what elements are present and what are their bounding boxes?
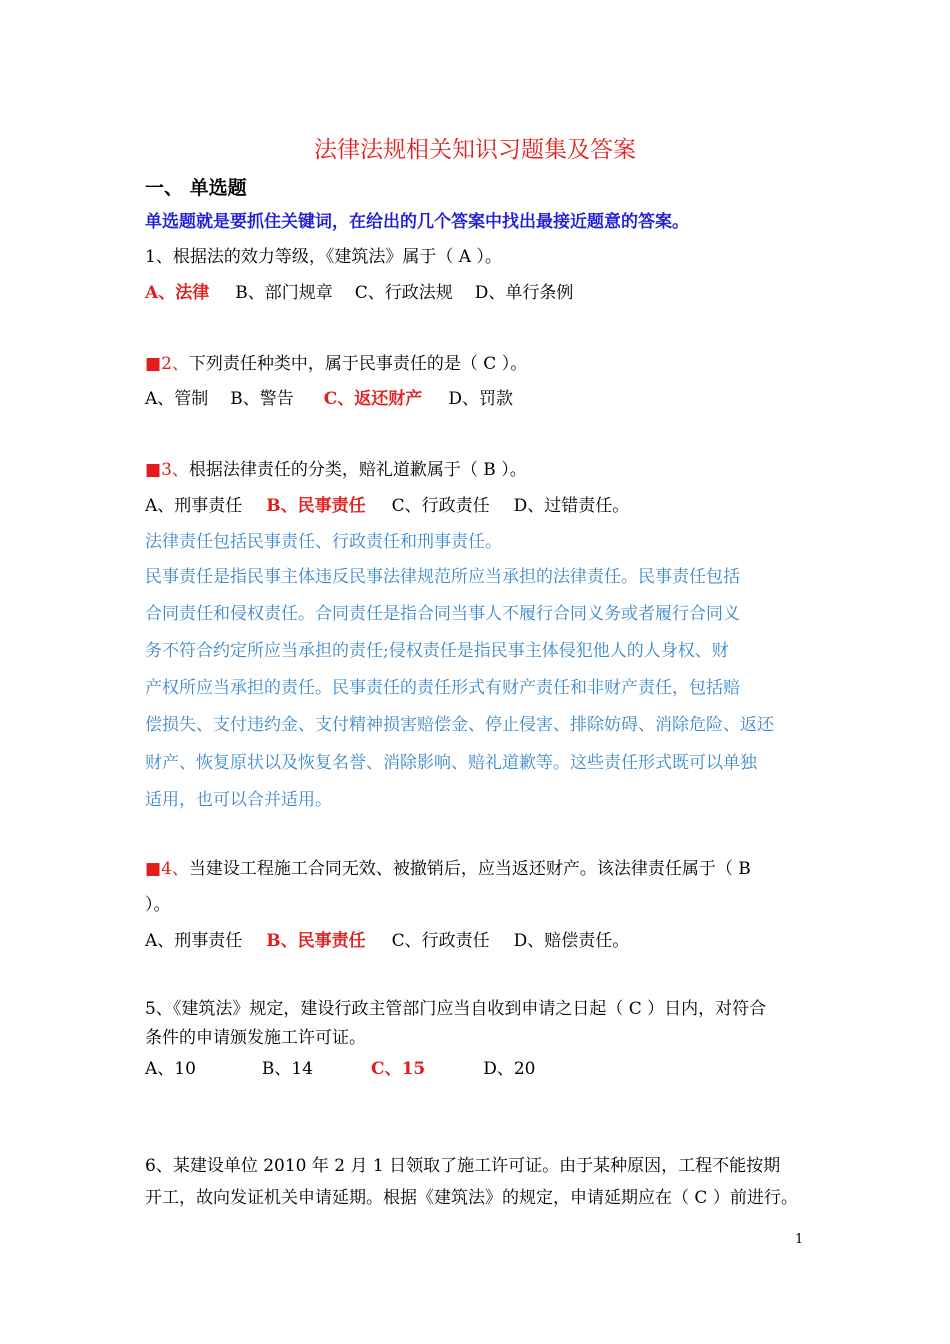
- question-4-marker: ■: [145, 859, 162, 879]
- question-6-stem-line-1: 6、某建设单位 2010 年 2 月 1 日领取了施工许可证。由于某种原因，工程不能按期: [145, 1156, 781, 1176]
- section-intro: 单选题就是要抓住关键词，在给出的几个答案中找出最接近题意的答案。: [145, 212, 689, 232]
- question-3-option-d: D、过错责任。: [513, 496, 630, 516]
- section-heading: 一、 单选题: [145, 177, 247, 199]
- question-3-number: 3、: [161, 460, 189, 480]
- question-3-note-2: 民事责任是指民事主体违反民事法律规范所应当承担的法律责任。民事责任包括: [145, 567, 740, 587]
- question-2-stem: 下列责任种类中，属于民事责任的是（ C ）。: [188, 354, 528, 374]
- question-3-marker: ■: [145, 460, 162, 480]
- question-1-stem: 1、根据法的效力等级，《建筑法》属于（ A ）。: [145, 247, 502, 267]
- question-3-note-6: 偿损失、支付违约金、支付精神损害赔偿金、停止侵害、排除妨碍、消除危险、返还: [145, 715, 774, 735]
- question-3-stem: 根据法律责任的分类，赔礼道歉属于（ B ）。: [188, 460, 527, 480]
- question-5-option-c: C、15: [371, 1059, 426, 1079]
- question-3-note-7: 财产、恢复原状以及恢复名誉、消除影响、赔礼道歉等。这些责任形式既可以单独: [145, 753, 757, 773]
- question-5-stem-line-1: 5、《建筑法》规定，建设行政主管部门应当自收到申请之日起（ C ）日内，对符合: [145, 999, 767, 1019]
- question-4-stem-line: [145, 857, 751, 881]
- question-2-option-d: D、罚款: [448, 389, 513, 409]
- question-2-marker: ■: [145, 354, 162, 374]
- question-2-options: [145, 387, 513, 411]
- question-4-option-a: A、刑事责任: [145, 931, 243, 951]
- question-4-stem: 当建设工程施工合同无效、被撤销后，应当返还财产。该法律责任属于（ B: [188, 859, 751, 879]
- question-5-options: [145, 1057, 536, 1081]
- question-4-number: 4、: [161, 859, 189, 879]
- question-1-option-b: B、部门规章: [235, 283, 333, 303]
- question-1-option-a: A、法律: [145, 283, 210, 303]
- question-3-note-4: 务不符合约定所应当承担的责任;侵权责任是指民事主体侵犯他人的人身权、财: [145, 641, 729, 661]
- question-3-option-c: C、行政责任: [391, 496, 490, 516]
- question-4-option-b: B、民事责任: [266, 931, 366, 951]
- question-2-option-a: A、管制: [145, 389, 209, 409]
- question-2-number: 2、: [161, 354, 189, 374]
- question-3-note-8: 适用，也可以合并适用。: [145, 790, 332, 810]
- question-5-option-a: A、10: [145, 1059, 196, 1079]
- question-3-note-3: 合同责任和侵权责任。合同责任是指合同当事人不履行合同义务或者履行合同义: [145, 604, 740, 624]
- question-3-option-b: B、民事责任: [266, 496, 366, 516]
- question-5-option-d: D、20: [483, 1059, 536, 1079]
- question-4-option-c: C、行政责任: [391, 931, 490, 951]
- question-3-option-a: A、刑事责任: [145, 496, 243, 516]
- question-1-options: [145, 281, 573, 305]
- question-3-stem-line: [145, 458, 527, 482]
- question-4-options: [145, 929, 629, 953]
- document-title: 法律法规相关知识习题集及答案: [314, 137, 636, 163]
- question-3-note-1: 法律责任包括民事责任、行政责任和刑事责任。: [145, 532, 502, 552]
- question-3-note-5: 产权所应当承担的责任。民事责任的责任形式有财产责任和非财产责任，包括赔: [145, 678, 740, 698]
- question-3-options: [145, 494, 629, 518]
- question-4-option-d: D、赔偿责任。: [513, 931, 630, 951]
- question-4-stem-line-2: ）。: [145, 895, 171, 915]
- question-5-stem-line-2: 条件的申请颁发施工许可证。: [145, 1028, 366, 1048]
- question-1-option-c: C、行政法规: [354, 283, 453, 303]
- question-2-option-c: C、返还财产: [323, 389, 423, 409]
- question-6-stem-line-2: 开工，故向发证机关申请延期。根据《建筑法》的规定，申请延期应在（ C ）前进行。: [145, 1188, 798, 1208]
- question-2-stem-line: [145, 352, 527, 376]
- page-number: 1: [795, 1232, 804, 1247]
- question-2-option-b: B、警告: [230, 389, 294, 409]
- question-1-option-d: D、单行条例: [474, 283, 574, 303]
- question-5-option-b: B、14: [261, 1059, 314, 1079]
